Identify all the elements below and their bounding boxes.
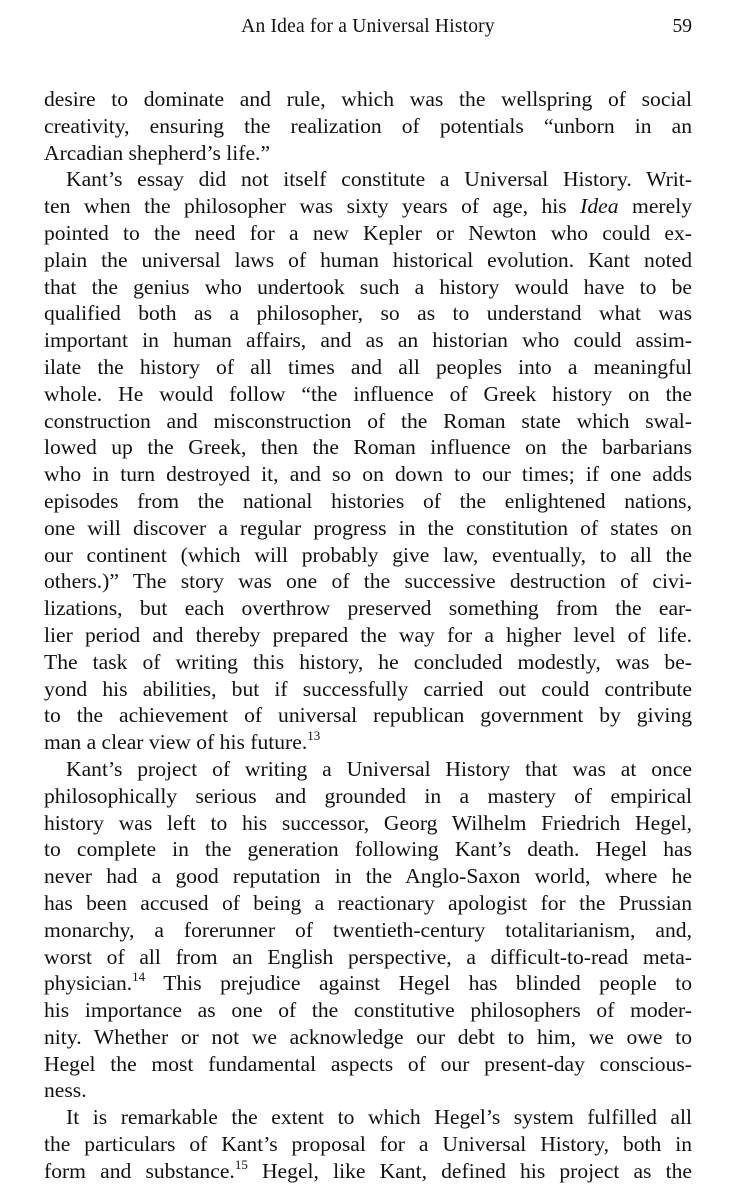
text-line: creativity, ensuring the realization of potentials “unborn in an [44, 113, 692, 138]
text-line: worst of all from an English perspective, a difficult-to-read meta- [44, 944, 692, 969]
text-line: others.)” The story was one of the successive destruction of civi- [44, 569, 692, 594]
text-line [44, 729, 692, 756]
text-line: our continent (which will probably give law, eventually, to all the [44, 542, 692, 567]
footnote-ref: 13 [307, 728, 321, 744]
text-line: that the genius who undertook such a history would have to be [44, 274, 692, 299]
text-line: Kant’s project of writing a Universal History that was at once [66, 756, 692, 781]
text-fragment: merely [618, 194, 692, 219]
footnote-ref: 15 [234, 1156, 248, 1172]
text-line: one will discover a regular progress in the constitution of states on [44, 515, 692, 540]
text-line: ilate the history of all times and all peoples into a meaningful [44, 354, 692, 379]
text-line: to the achievement of universal republican government by giving [44, 703, 692, 728]
text-line [44, 1158, 692, 1185]
text-line: lizations, but each overthrow preserved something from the ear- [44, 596, 692, 621]
text-line: ness. [44, 1078, 87, 1103]
text-line: monarchy, a forerunner of twentieth-century totalitarianism, and, [44, 917, 692, 942]
italic-title-idea: Idea [580, 194, 619, 219]
text-line: The task of writing this history, he concluded modestly, was be- [44, 649, 692, 674]
text-line [44, 970, 692, 997]
running-title: An Idea for a Universal History [241, 16, 495, 37]
text-fragment: form and substance. [44, 1158, 235, 1183]
paragraph [44, 86, 692, 166]
text-line: whole. He would follow “the influence of Greek history on the [44, 381, 692, 406]
text-line: philosophically serious and grounded in a mastery of empirical [44, 783, 692, 808]
paragraph [44, 1104, 692, 1184]
footnote-ref: 14 [132, 969, 146, 985]
text-line: construction and misconstruction of the Roman state which swal- [44, 408, 692, 433]
text-line: has been accused of being a reactionary apologist for the Prussian [44, 890, 692, 915]
text-line-with-italic [44, 193, 692, 220]
text-line: lier period and thereby prepared the way for a higher level of life. [44, 622, 692, 647]
text-fragment: ten when the philosopher was sixty years of age, his [44, 194, 581, 219]
text-line: who in turn destroyed it, and so on down to our times; if one adds [44, 462, 692, 487]
text-line: never had a good reputation in the Anglo-Saxon world, where he [44, 864, 692, 889]
text-line: yond his abilities, but if successfully carried out could contribute [44, 676, 692, 701]
text-line: the particulars of Kant’s proposal for a Universal History, both in [44, 1132, 692, 1157]
running-header [44, 12, 692, 42]
text-fragment: physician. [44, 971, 133, 996]
text-line: qualified both as a philosopher, so as to understand what was [44, 301, 692, 326]
text-line: desire to dominate and rule, which was the wellspring of social [44, 87, 692, 111]
text-fragment: man a clear view of his future. [44, 730, 308, 755]
text-line: Kant’s essay did not itself constitute a Universal History. Writ- [66, 167, 692, 192]
paragraph [44, 166, 692, 756]
text-line: to complete in the generation following Kant’s death. Hegel has [44, 837, 692, 862]
text-line: It is remarkable the extent to which Hegel’s system fulfilled all [66, 1105, 692, 1130]
text-line: nity. Whether or not we acknowledge our debt to him, we owe to [44, 1024, 692, 1049]
book-page [44, 12, 692, 1185]
text-fragment: This prejudice against Hegel has blinded people to [145, 971, 692, 996]
page-number: 59 [672, 16, 692, 37]
text-line: Hegel the most fundamental aspects of our present-day conscious- [44, 1051, 692, 1076]
text-fragment: Hegel, like Kant, defined his project as the [247, 1158, 692, 1183]
text-line: lowed up the Greek, then the Roman influence on the barbarians [44, 435, 692, 460]
text-line: pointed to the need for a new Kepler or Newton who could ex- [44, 220, 692, 245]
text-line: history was left to his successor, Georg Wilhelm Friedrich Hegel, [44, 810, 692, 835]
text-line: plain the universal laws of human historical evolution. Kant noted [44, 247, 692, 272]
text-line: Arcadian shepherd’s life.” [44, 140, 271, 165]
paragraph [44, 756, 692, 1104]
text-line: his importance as one of the constitutive philosophers of moder- [44, 998, 692, 1023]
body-text [44, 86, 692, 1185]
text-line: important in human affairs, and as an historian who could assim- [44, 328, 692, 353]
text-line: episodes from the national histories of the enlightened nations, [44, 488, 692, 513]
